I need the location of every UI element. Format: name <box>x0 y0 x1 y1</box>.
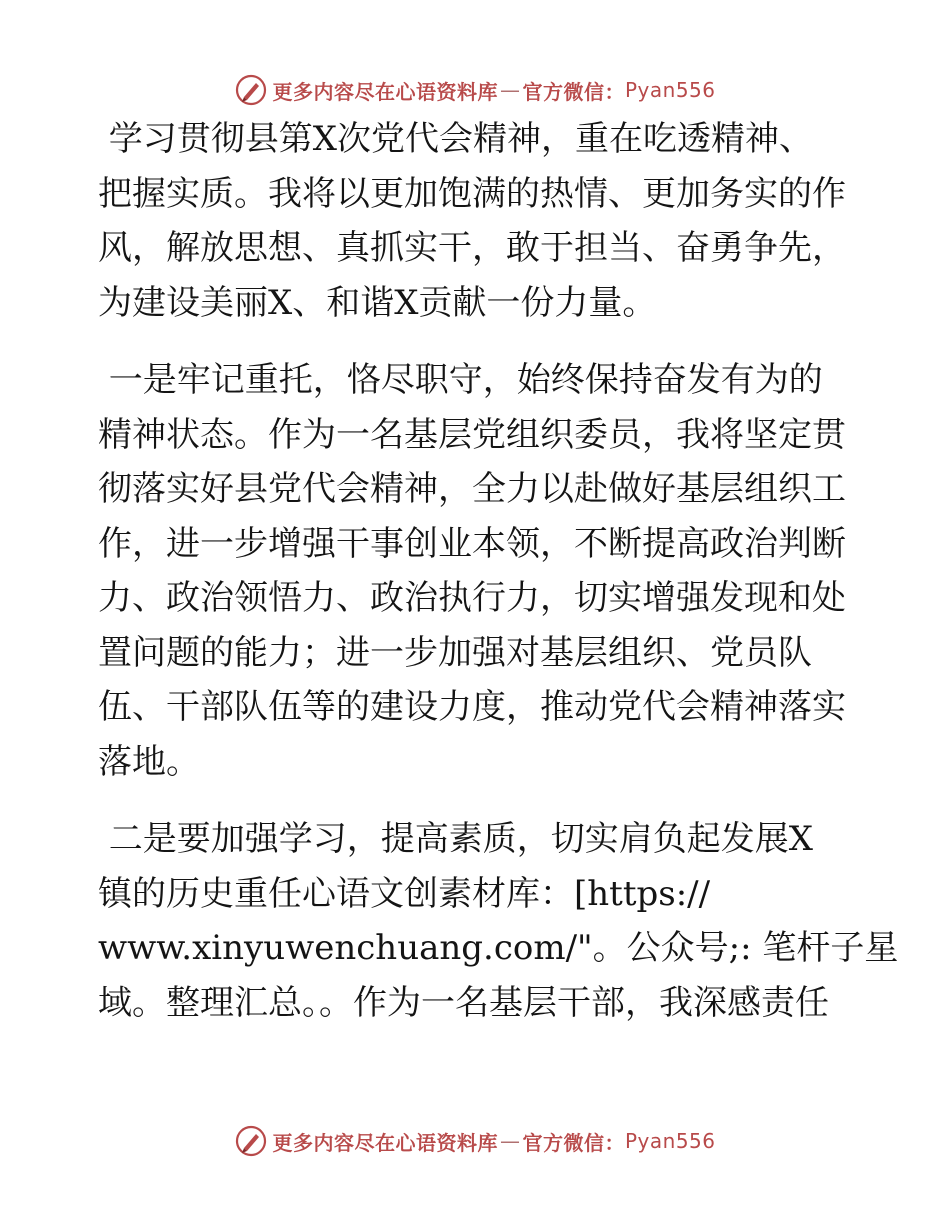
text-line: 风，解放思想、真抓实干，敢于担当、奋勇争先， <box>98 228 846 268</box>
pen-logo-icon <box>234 73 268 107</box>
text-line: 置问题的能力；进一步加强对基层组织、党员队 <box>98 632 812 673</box>
watermark-separator: — <box>499 78 521 102</box>
text-line: 一是牢记重托，恪尽职守，始终保持奋发有为的 <box>98 360 823 400</box>
watermark-wechat-label: 官方微信： <box>522 1130 625 1155</box>
text-line: 二是要加强学习，提高素质，切实肩负起发展X <box>98 819 814 859</box>
header-watermark <box>0 70 950 110</box>
text-line: www.xinyuwenchuang.com/"。公众号;: 笔杆子星 <box>98 928 899 968</box>
text-line: 镇的历史重任心语文创素材库：[https:// <box>98 873 711 914</box>
paragraph-intro <box>98 112 858 330</box>
watermark-site-text: 更多内容尽在心语资料库 <box>272 1130 498 1155</box>
watermark-wechat-id: Pyan556 <box>624 78 716 102</box>
text-line: 落地。 <box>98 741 200 782</box>
text-line: 域。整理汇总。。作为一名基层干部，我深感责任 <box>98 982 829 1023</box>
text-line: 把握实质。我将以更加饱满的热情、更加务实的作 <box>98 173 846 214</box>
paragraph-point-one <box>98 353 858 789</box>
document-body <box>98 112 899 1053</box>
text-line: 力、政治领悟力、政治执行力，切实增强发现和处 <box>98 578 846 618</box>
watermark-wechat-id: Pyan556 <box>624 1129 716 1153</box>
pen-logo-icon <box>234 1124 268 1158</box>
text-line: 作，进一步增强干事创业本领，不断提高政治判断 <box>98 523 846 564</box>
text-line: 学习贯彻县第X次党代会精神，重在吃透精神、 <box>98 119 814 159</box>
text-line: 彻落实好县党代会精神，全力以赴做好基层组织工 <box>98 469 846 509</box>
watermark-site-text: 更多内容尽在心语资料库 <box>272 79 498 104</box>
paragraph-point-two <box>98 812 899 1030</box>
text-line: 伍、干部队伍等的建设力度，推动党代会精神落实 <box>98 687 846 727</box>
footer-watermark <box>0 1121 950 1161</box>
text-line: 精神状态。作为一名基层党组织委员，我将坚定贯 <box>98 414 846 455</box>
watermark-wechat-label: 官方微信： <box>522 79 625 104</box>
watermark-separator: — <box>499 1129 521 1153</box>
text-line: 为建设美丽X、和谐X贡献一份力量。 <box>98 282 657 323</box>
